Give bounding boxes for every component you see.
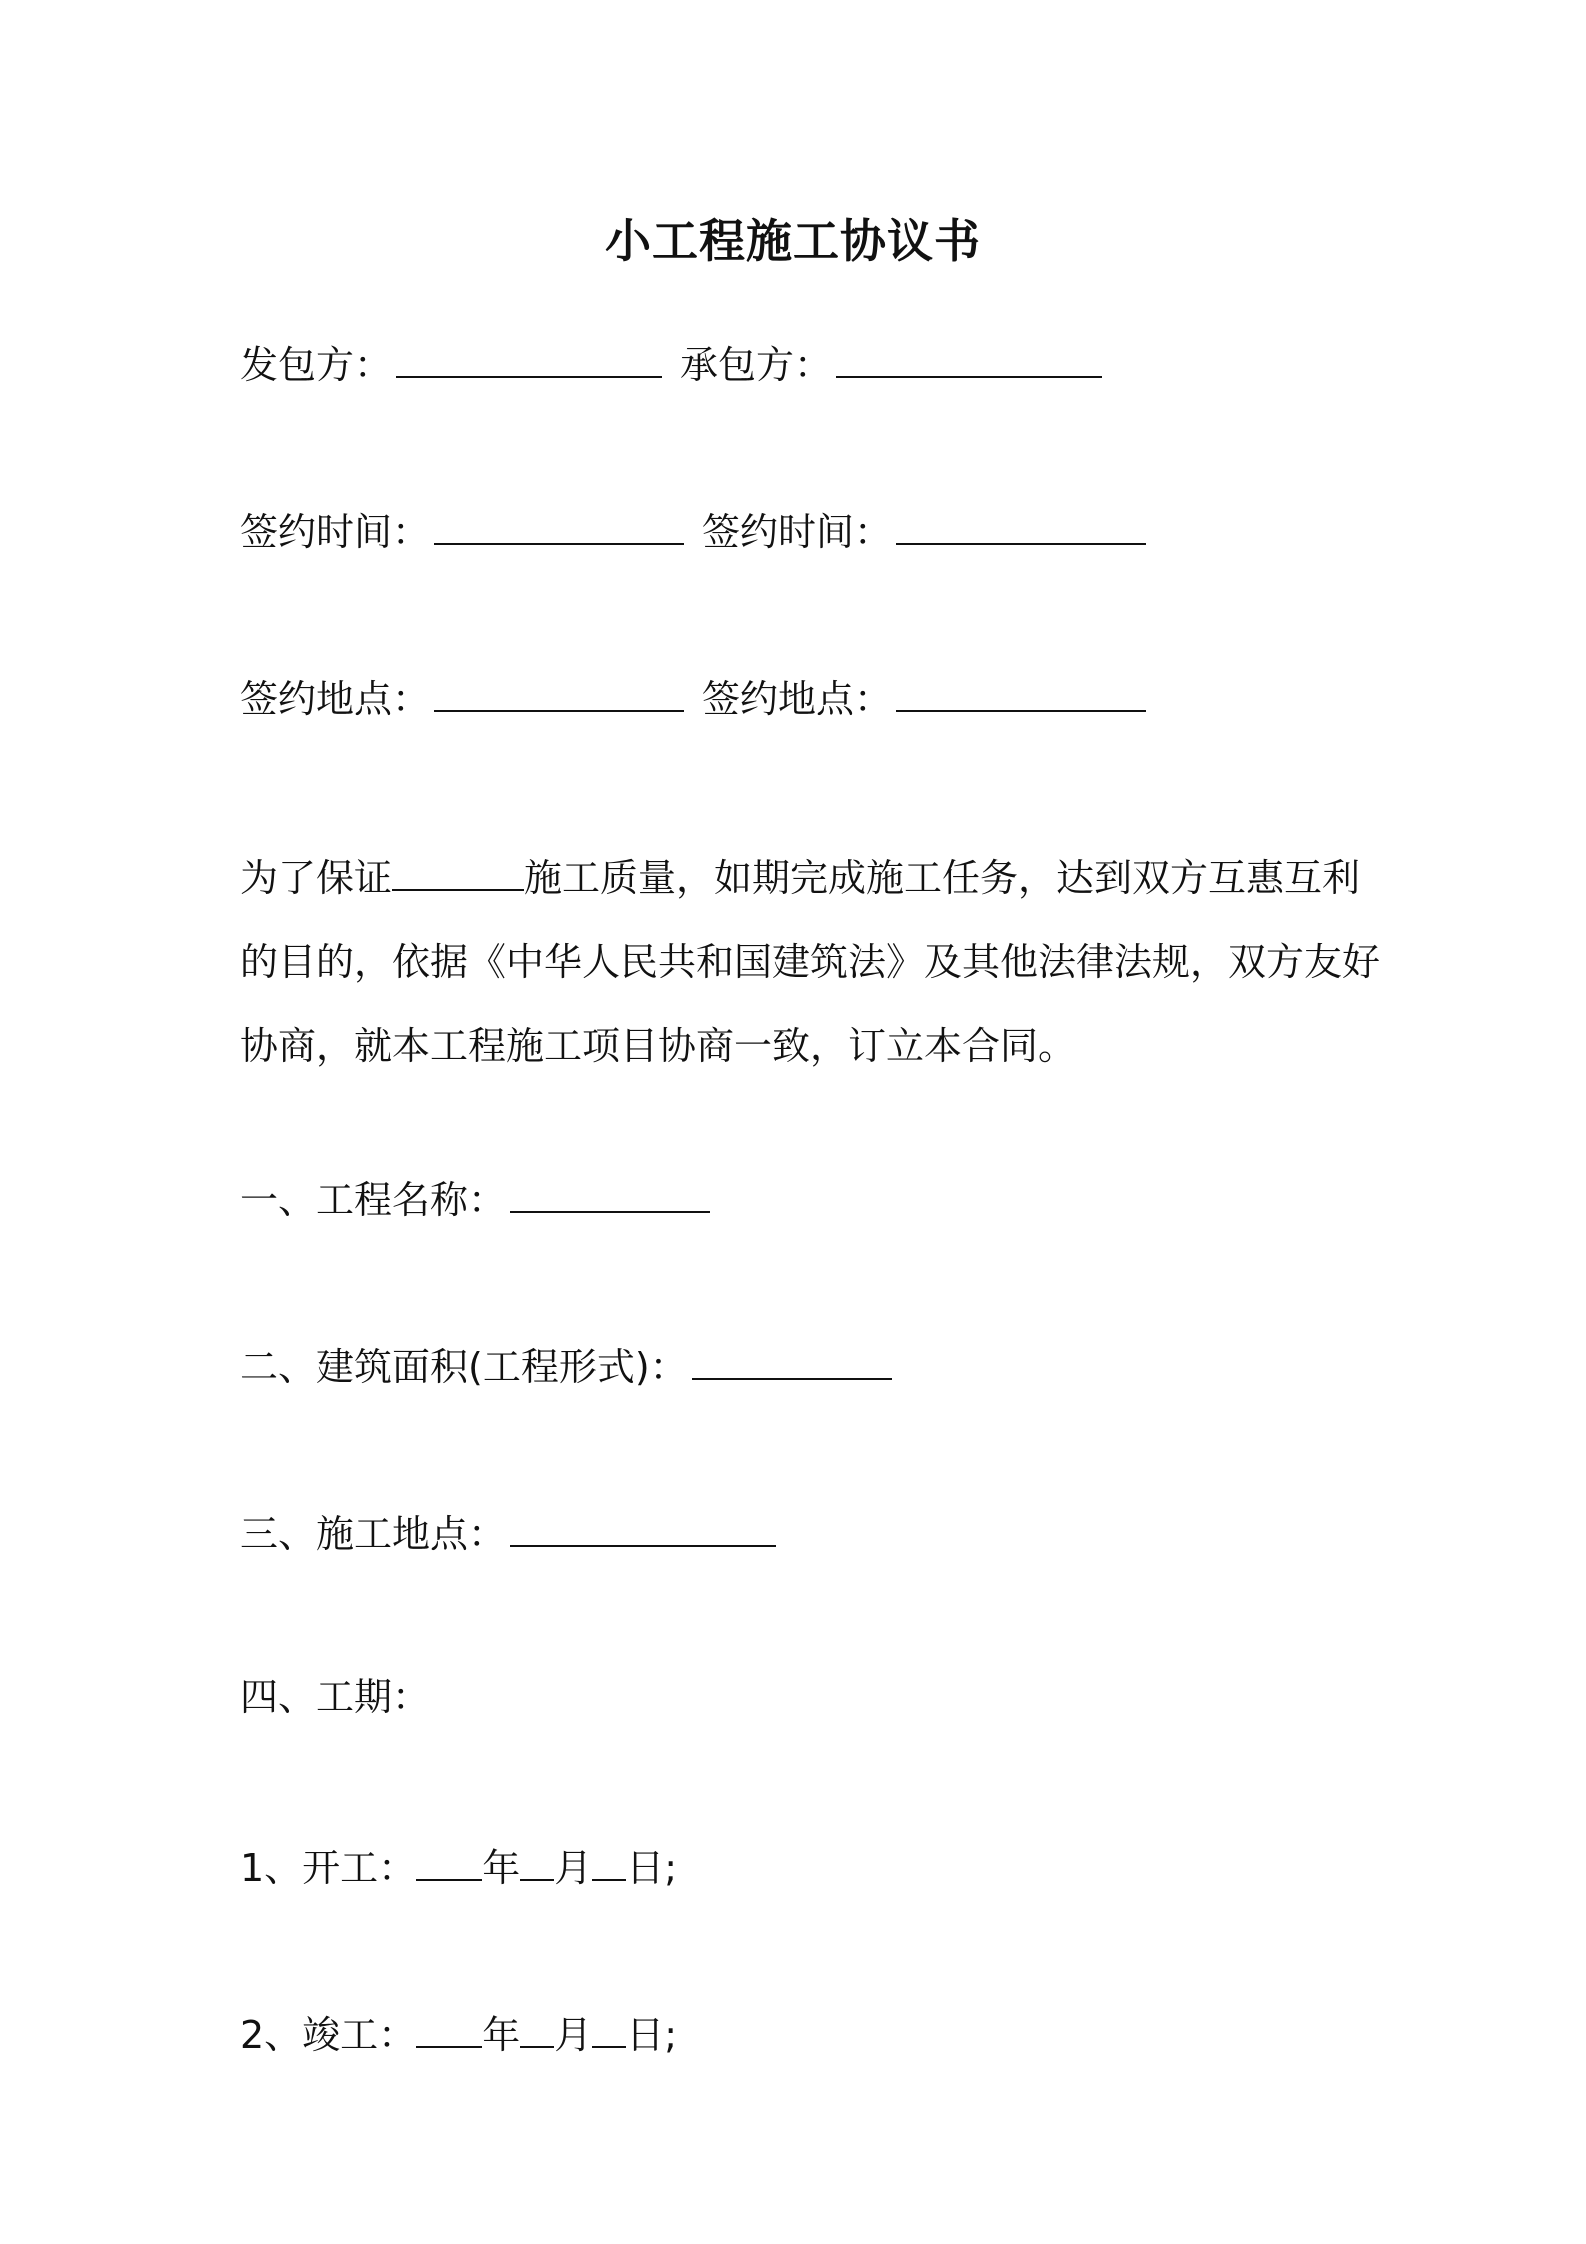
project-name-row [240,1173,710,1223]
site-blank[interactable] [510,1507,776,1547]
intro-line-3: 协商，就本工程施工项目协商一致，订立本合同。 [240,1024,1077,1068]
end-label: 2、竣工： [240,2013,417,2057]
start-label: 1、开工： [240,1846,417,1890]
start-year-label: 年 [482,1846,521,1890]
end-year-blank[interactable] [416,2008,482,2048]
sign-place-left-blank[interactable] [434,672,684,712]
site-label: 三、施工地点： [240,1512,507,1556]
site-row [240,1507,776,1557]
start-day-label: 日; [626,1846,678,1890]
building-area-label: 二、建筑面积(工程形式)： [240,1345,688,1389]
sign-time-left-blank[interactable] [434,505,684,545]
start-year-blank[interactable] [416,1841,482,1881]
end-month-label: 月 [554,2013,593,2057]
intro-line-2: 的目的，依据《中华人民共和国建筑法》及其他法律法规，双方友好 [240,940,1381,984]
sign-time-right-label: 签约时间： [702,510,893,554]
sign-time-left-label: 签约时间： [240,510,431,554]
start-day-blank[interactable] [592,1841,626,1881]
end-month-blank[interactable] [520,2008,554,2048]
building-area-blank[interactable] [692,1340,892,1380]
start-month-label: 月 [554,1846,593,1890]
project-quality-blank[interactable] [392,851,524,891]
period-row [240,1674,430,1720]
employer-blank[interactable] [396,338,662,378]
period-label: 四、工期： [240,1675,431,1719]
project-name-blank[interactable] [510,1173,710,1213]
sign-place-row [240,672,1146,722]
sign-place-left-label: 签约地点： [240,677,431,721]
end-day-blank[interactable] [592,2008,626,2048]
intro-line-1-start: 为了保证 [240,856,393,900]
building-area-row [240,1340,892,1390]
parties-row [240,338,1102,388]
intro-line-1-end: 施工质量，如期完成施工任务，达到双方互惠互利 [524,856,1361,900]
sign-time-row [240,505,1146,555]
page-title: 小工程施工协议书 [605,214,981,268]
end-year-label: 年 [482,2013,521,2057]
contractor-label: 承包方： [680,343,833,387]
employer-label: 发包方： [240,343,393,387]
project-name-label: 一、工程名称： [240,1178,507,1222]
intro-paragraph [240,836,1381,1088]
intro-line-1 [240,836,1360,920]
start-month-blank[interactable] [520,1841,554,1881]
end-date-row [240,2008,677,2058]
sign-place-right-label: 签约地点： [702,677,893,721]
start-date-row [240,1841,677,1891]
contractor-blank[interactable] [836,338,1102,378]
sign-time-right-blank[interactable] [896,505,1146,545]
end-day-label: 日; [626,2013,678,2057]
sign-place-right-blank[interactable] [896,672,1146,712]
